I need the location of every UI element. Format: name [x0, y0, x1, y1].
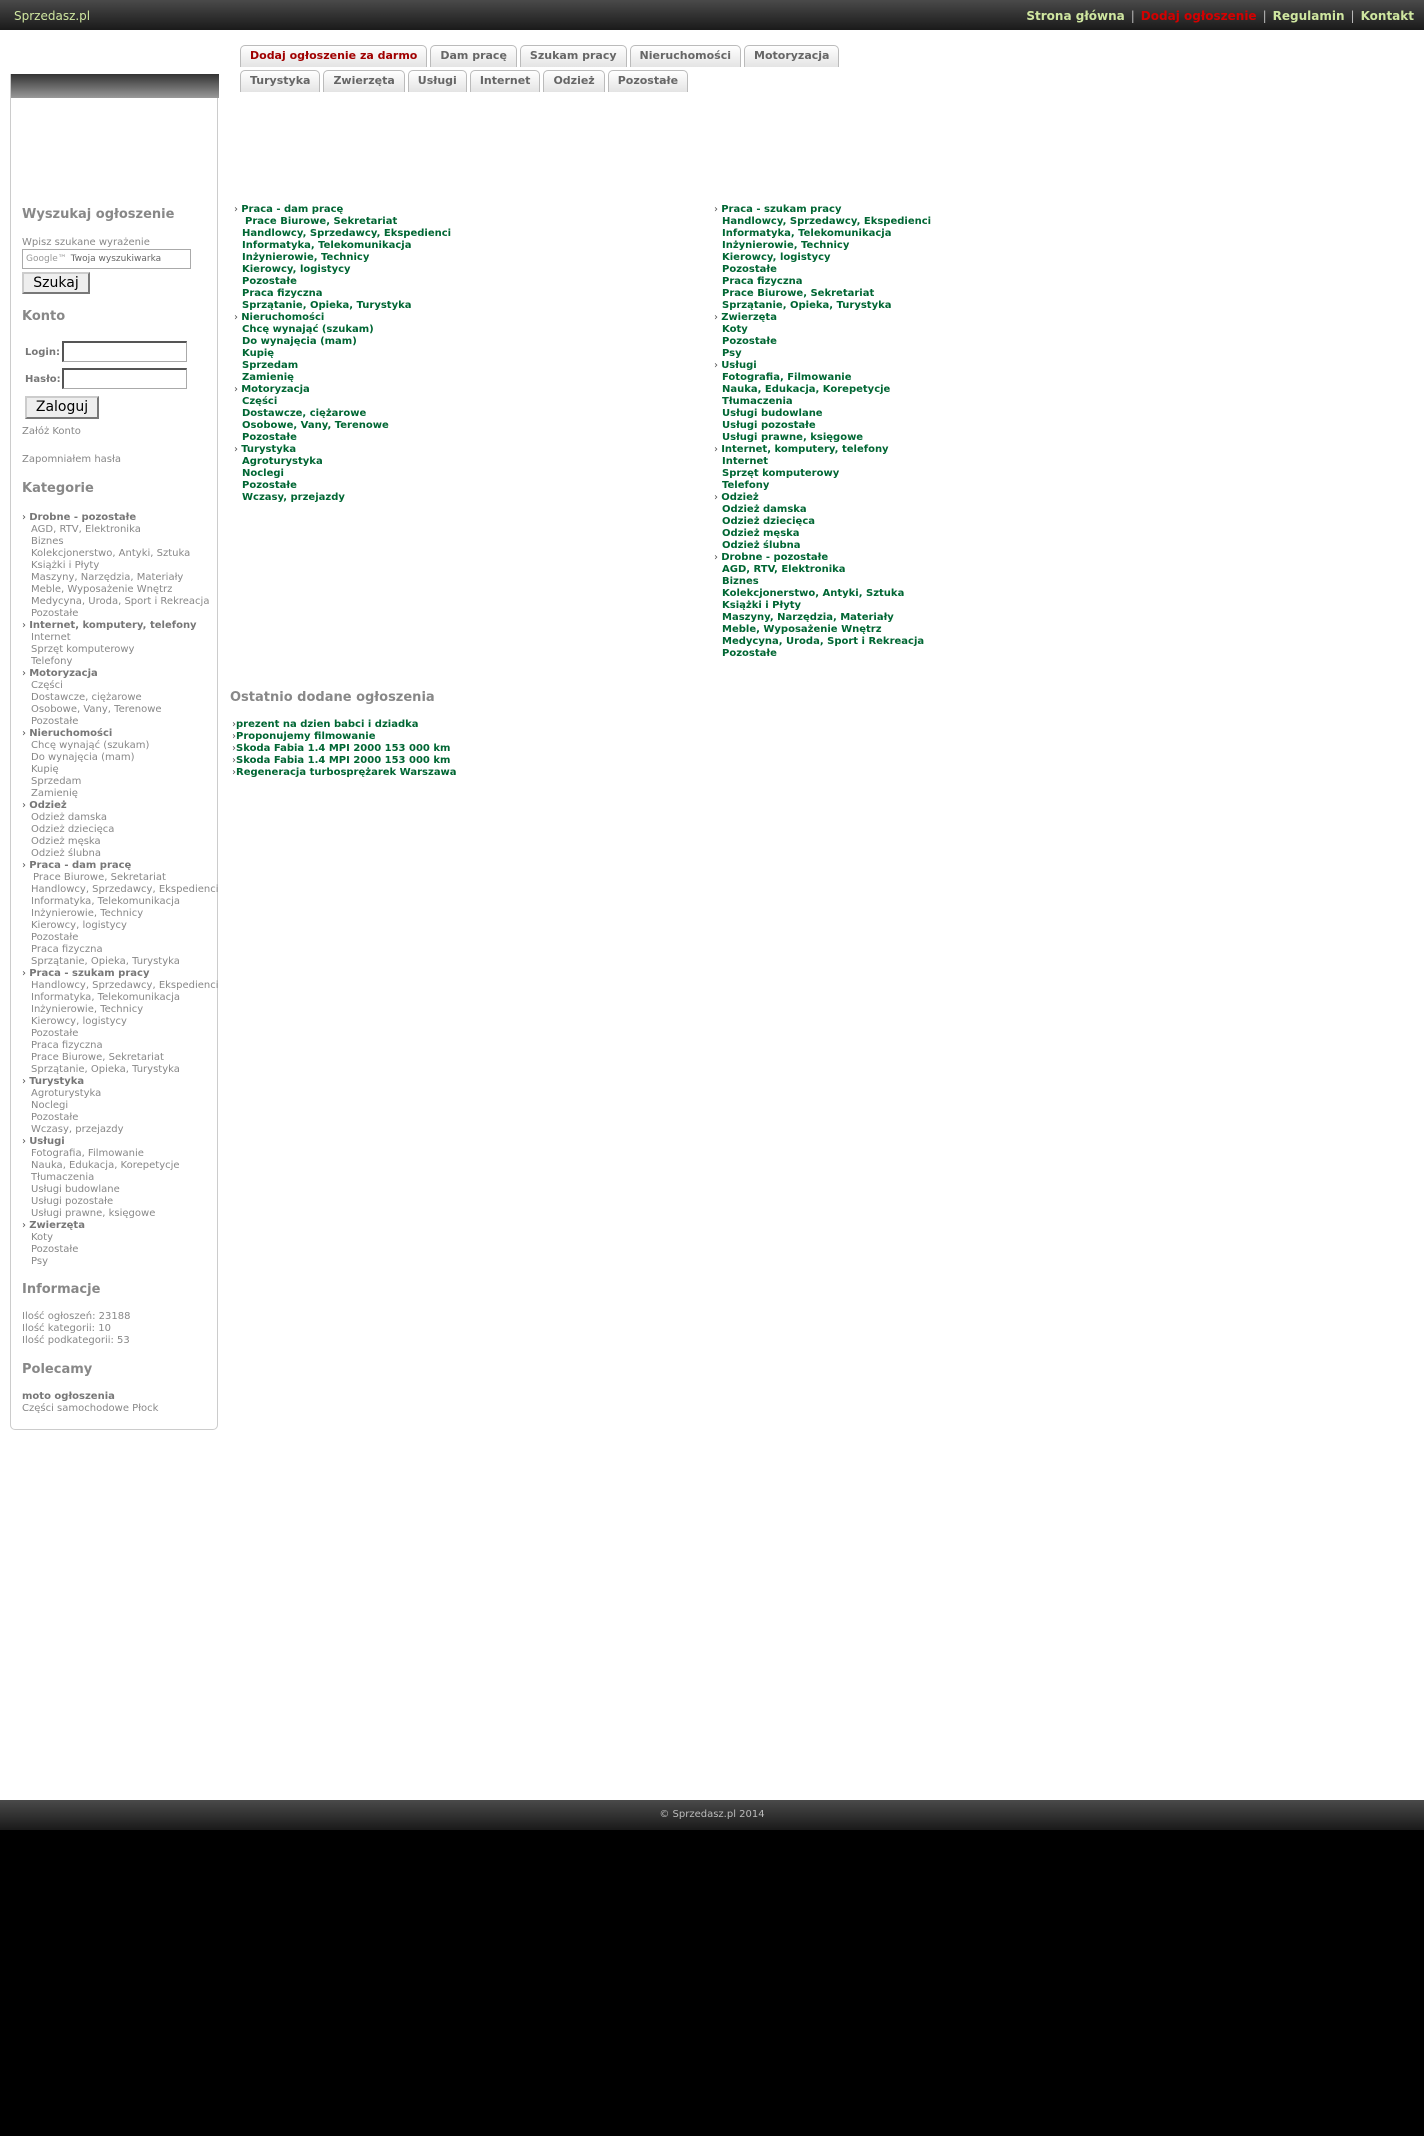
sidebar-header-bar: [11, 74, 219, 98]
sidebar-subcategory[interactable]: Odzież ślubna: [31, 848, 101, 859]
nav-separator: |: [1262, 9, 1267, 23]
arrow-icon: ›: [232, 743, 236, 754]
sidebar-subcategory[interactable]: Prace Biurowe, Sekretariat: [31, 1052, 164, 1063]
main-subcategory[interactable]: Prace Biurowe, Sekretariat: [722, 288, 875, 299]
main-category-label: Internet, komputery, telefony: [721, 444, 889, 455]
main-subcategory[interactable]: Książki i Płyty: [722, 600, 802, 611]
sidebar-subcategory[interactable]: Fotografia, Filmowanie: [31, 1148, 144, 1159]
top-nav-link[interactable]: Dodaj ogłoszenie: [1140, 9, 1257, 23]
sidebar-category-label: Drobne - pozostałe: [29, 512, 137, 523]
sidebar-subcategory[interactable]: Sprzedam: [31, 776, 82, 787]
main-subcategory[interactable]: Koty: [722, 324, 748, 335]
recent-ad[interactable]: [232, 719, 457, 731]
recent-ad-label: Skoda Fabia 1.4 MPI 2000 153 000 km: [236, 743, 451, 754]
main-category[interactable]: [234, 312, 451, 324]
google-logo: Google™: [26, 254, 67, 264]
main-subcategory[interactable]: Pozostałe: [722, 648, 777, 659]
main-subcategory[interactable]: Chcę wynająć (szukam): [242, 324, 374, 335]
sidebar-category-label: Motoryzacja: [29, 668, 98, 679]
info-title: Informacje: [22, 1282, 101, 1297]
recent-ads-title: Ostatnio dodane ogłoszenia: [230, 690, 435, 705]
sidebar-subcategory[interactable]: Sprzęt komputerowy: [31, 644, 135, 655]
arrow-icon: ›: [714, 444, 722, 455]
arrow-icon: ›: [232, 731, 236, 742]
info-categories-count: Ilość kategorii: 10: [22, 1323, 111, 1334]
arrow-icon: ›: [22, 512, 30, 523]
main-subcategory[interactable]: Kupię: [242, 348, 275, 359]
sidebar-category-label: Usługi: [29, 1136, 65, 1147]
arrow-icon: ›: [232, 767, 236, 778]
main-subcategory[interactable]: Usługi prawne, księgowe: [722, 432, 864, 443]
recent-ad[interactable]: [232, 755, 457, 767]
sidebar-subcategory[interactable]: AGD, RTV, Elektronika: [31, 524, 141, 535]
sidebar-subcategory[interactable]: Meble, Wyposażenie Wnętrz: [31, 584, 173, 595]
main-subcategory[interactable]: Agroturystyka: [242, 456, 323, 467]
recent-ad-label: prezent na dzien babci i dziadka: [236, 719, 419, 730]
sidebar-subcategory[interactable]: Nauka, Edukacja, Korepetycje: [31, 1160, 180, 1171]
main-category[interactable]: [234, 204, 451, 216]
sidebar-subcategory[interactable]: Książki i Płyty: [31, 560, 100, 571]
main-subcategory[interactable]: Biznes: [722, 576, 759, 587]
sidebar-subcategory[interactable]: Pozostałe: [31, 1244, 79, 1255]
arrow-icon: ›: [22, 968, 30, 979]
main-subcategory[interactable]: Kierowcy, logistycy: [722, 252, 831, 263]
arrow-icon: ›: [714, 312, 722, 323]
sidebar-subcategory[interactable]: Zamienię: [31, 788, 78, 799]
sidebar-subcategory[interactable]: Kupię: [31, 764, 59, 775]
sidebar-subcategory[interactable]: Informatyka, Telekomunikacja: [31, 992, 181, 1003]
recent-ad[interactable]: [232, 767, 457, 779]
sidebar-subcategory[interactable]: Telefony: [31, 656, 73, 667]
search-title: Wyszukaj ogłoszenie: [22, 207, 175, 222]
login-label: Login:: [25, 347, 60, 358]
search-input[interactable]: [22, 249, 191, 269]
arrow-icon: ›: [22, 860, 30, 871]
main-subcategory[interactable]: Wczasy, przejazdy: [242, 492, 345, 503]
sidebar-subcategory[interactable]: Pozostałe: [31, 608, 79, 619]
sidebar-subcategory[interactable]: Prace Biurowe, Sekretariat: [33, 872, 166, 883]
main-subcategory[interactable]: Psy: [722, 348, 742, 359]
main-subcategory[interactable]: Telefony: [722, 480, 770, 491]
sidebar-subcategory[interactable]: Sprzątanie, Opieka, Turystyka: [31, 1064, 180, 1075]
sidebar-category[interactable]: [22, 860, 219, 872]
top-nav: [1026, 9, 1414, 23]
sidebar-subcategory[interactable]: Usługi prawne, księgowe: [31, 1208, 156, 1219]
arrow-icon: ›: [22, 620, 30, 631]
search-placeholder: Twoja wyszukiwarka: [70, 254, 162, 264]
main-subcategory[interactable]: Sprzedam: [242, 360, 299, 371]
sidebar-subcategory[interactable]: Psy: [31, 1256, 48, 1267]
arrow-icon: ›: [22, 1220, 30, 1231]
nav-separator: |: [1130, 9, 1135, 23]
sidebar-subcategory[interactable]: Pozostałe: [31, 1028, 79, 1039]
main-subcategory[interactable]: Handlowcy, Sprzedawcy, Ekspedienci: [242, 228, 452, 239]
forgot-password-link[interactable]: Zapomniałem hasła: [22, 454, 121, 465]
main-subcategory[interactable]: Odzież ślubna: [722, 540, 801, 551]
sidebar-subcategory[interactable]: Noclegi: [31, 1100, 69, 1111]
main-subcategory[interactable]: Dostawcze, ciężarowe: [242, 408, 367, 419]
sidebar-category-label: Praca - szukam pracy: [29, 968, 150, 979]
main-subcategory[interactable]: Maszyny, Narzędzia, Materiały: [722, 612, 894, 623]
top-nav-link[interactable]: Kontakt: [1360, 9, 1414, 23]
sidebar-category[interactable]: [22, 668, 219, 680]
recent-ad-label: Regeneracja turbosprężarek Warszawa: [236, 767, 457, 778]
main-category[interactable]: [234, 384, 451, 396]
main-category[interactable]: [714, 312, 931, 324]
sidebar-subcategory[interactable]: Kierowcy, logistycy: [31, 1016, 127, 1027]
sidebar-subcategory[interactable]: Kierowcy, logistycy: [31, 920, 127, 931]
arrow-icon: ›: [234, 312, 242, 323]
main-subcategory[interactable]: Usługi budowlane: [722, 408, 823, 419]
recent-ad[interactable]: [232, 731, 457, 743]
sidebar-subcategory[interactable]: Do wynajęcia (mam): [31, 752, 135, 763]
main-subcategory[interactable]: Informatyka, Telekomunikacja: [242, 240, 412, 251]
password-label: Hasło:: [25, 374, 61, 385]
top-nav-link[interactable]: Regulamin: [1272, 9, 1345, 23]
tab-row2-0[interactable]: Turystyka: [240, 70, 320, 92]
tab-row2-2[interactable]: Usługi: [408, 70, 467, 92]
tab-2[interactable]: Szukam pracy: [520, 45, 627, 67]
main-subcategory[interactable]: Prace Biurowe, Sekretariat: [245, 216, 398, 227]
main-subcategory[interactable]: Odzież dziecięca: [722, 516, 815, 527]
sidebar-subcategory[interactable]: Odzież męska: [31, 836, 101, 847]
tab-row2-4[interactable]: Odzież: [543, 70, 604, 92]
main-subcategory[interactable]: Informatyka, Telekomunikacja: [722, 228, 892, 239]
main-subcategory[interactable]: Medycyna, Uroda, Sport i Rekreacja: [722, 636, 925, 647]
recommended-title: Polecamy: [22, 1362, 93, 1377]
main-subcategory[interactable]: Fotografia, Filmowanie: [722, 372, 852, 383]
sidebar-subcategory[interactable]: Handlowcy, Sprzedawcy, Ekspedienci: [31, 884, 219, 895]
main-subcategory[interactable]: Pozostałe: [242, 276, 297, 287]
main-category-column-right: [714, 204, 931, 660]
main-subcategory[interactable]: Inżynierowie, Technicy: [242, 252, 370, 263]
sidebar-category-label: Nieruchomości: [29, 728, 113, 739]
sidebar-subcategory[interactable]: Pozostałe: [31, 932, 79, 943]
footer: [0, 1800, 1424, 1830]
sidebar-subcategory[interactable]: Chcę wynająć (szukam): [31, 740, 150, 751]
arrow-icon: ›: [234, 444, 242, 455]
main-subcategory[interactable]: Handlowcy, Sprzedawcy, Ekspedienci: [722, 216, 932, 227]
main-category[interactable]: [714, 552, 931, 564]
main-category[interactable]: [714, 360, 931, 372]
sidebar-category[interactable]: [22, 620, 219, 632]
tab-row2-1[interactable]: Zwierzęta: [323, 70, 404, 92]
recent-ad-label: Proponujemy filmowanie: [236, 731, 376, 742]
main-subcategory[interactable]: Praca fizyczna: [722, 276, 803, 287]
sidebar-subcategory[interactable]: Wczasy, przejazdy: [31, 1124, 124, 1135]
main-subcategory[interactable]: Usługi pozostałe: [722, 420, 816, 431]
main-subcategory[interactable]: Części: [242, 396, 278, 407]
sidebar-subcategory[interactable]: Informatyka, Telekomunikacja: [31, 896, 181, 907]
recommended-link[interactable]: Części samochodowe Płock: [22, 1403, 159, 1414]
main-category-label: Praca - szukam pracy: [721, 204, 842, 215]
main-subcategory[interactable]: Pozostałe: [242, 480, 297, 491]
sidebar-subcategory[interactable]: Medycyna, Uroda, Sport i Rekreacja: [31, 596, 210, 607]
register-link[interactable]: Załóż Konto: [22, 426, 81, 437]
arrow-icon: ›: [714, 552, 722, 563]
main-subcategory[interactable]: Odzież męska: [722, 528, 800, 539]
main-subcategory[interactable]: Do wynajęcia (mam): [242, 336, 357, 347]
main-category-label: Usługi: [721, 360, 757, 371]
sidebar-category-label: Zwierzęta: [29, 1220, 85, 1231]
arrow-icon: ›: [714, 492, 722, 503]
main-category-column-left: [234, 204, 451, 504]
recent-ads-list: [232, 719, 457, 779]
search-hint: Wpisz szukane wyrażenie: [22, 237, 150, 248]
sidebar-category-label: Turystyka: [29, 1076, 85, 1087]
sidebar-subcategory[interactable]: Sprzątanie, Opieka, Turystyka: [31, 956, 180, 967]
sidebar-subcategory[interactable]: Dostawcze, ciężarowe: [31, 692, 142, 703]
sidebar-subcategory[interactable]: Internet: [31, 632, 71, 643]
main-subcategory[interactable]: Pozostałe: [722, 264, 777, 275]
arrow-icon: ›: [232, 755, 236, 766]
sidebar-category-list: [22, 512, 219, 1268]
sidebar-subcategory[interactable]: Inżynierowie, Technicy: [31, 908, 144, 919]
sidebar-subcategory[interactable]: Pozostałe: [31, 716, 79, 727]
categories-title: Kategorie: [22, 481, 94, 496]
main-subcategory[interactable]: AGD, RTV, Elektronika: [722, 564, 846, 575]
search-button[interactable]: Szukaj: [22, 272, 90, 294]
arrow-icon: ›: [234, 384, 242, 395]
sidebar-subcategory[interactable]: Inżynierowie, Technicy: [31, 1004, 144, 1015]
main-subcategory[interactable]: Sprzątanie, Opieka, Turystyka: [242, 300, 412, 311]
main-subcategory[interactable]: Odzież damska: [722, 504, 807, 515]
main-category-label: Odzież: [721, 492, 759, 503]
sidebar-subcategory[interactable]: Praca fizyczna: [31, 944, 103, 955]
sidebar-subcategory[interactable]: Kolekcjonerstwo, Antyki, Sztuka: [31, 548, 191, 559]
password-input[interactable]: [62, 368, 187, 389]
category-tabs-row2: [240, 70, 688, 92]
site-logo[interactable]: Sprzedasz.pl: [14, 9, 91, 23]
category-tabs-row1: [240, 45, 839, 67]
main-subcategory[interactable]: Kolekcjonerstwo, Antyki, Sztuka: [722, 588, 905, 599]
sidebar-category-label: Internet, komputery, telefony: [29, 620, 197, 631]
sidebar-subcategory[interactable]: Odzież dziecięca: [31, 824, 115, 835]
tab-4[interactable]: Motoryzacja: [744, 45, 839, 67]
info-subcategories-count: Ilość podkategorii: 53: [22, 1335, 130, 1346]
sidebar-category[interactable]: [22, 512, 219, 524]
arrow-icon: ›: [714, 204, 722, 215]
main-category-label: Zwierzęta: [721, 312, 777, 323]
arrow-icon: ›: [22, 1136, 30, 1147]
sidebar-subcategory[interactable]: Pozostałe: [31, 1112, 79, 1123]
sidebar-subcategory[interactable]: Części: [31, 680, 63, 691]
main-category-label: Turystyka: [241, 444, 297, 455]
main-subcategory[interactable]: Sprzęt komputerowy: [722, 468, 840, 479]
arrow-icon: ›: [22, 1076, 30, 1087]
recent-ad-label: Skoda Fabia 1.4 MPI 2000 153 000 km: [236, 755, 451, 766]
arrow-icon: ›: [232, 719, 236, 730]
main-subcategory[interactable]: Tłumaczenia: [722, 396, 793, 407]
main-category[interactable]: [714, 492, 931, 504]
main-subcategory[interactable]: Meble, Wyposażenie Wnętrz: [722, 624, 882, 635]
arrow-icon: ›: [22, 800, 30, 811]
tab-row2-5[interactable]: Pozostałe: [608, 70, 688, 92]
nav-separator: |: [1350, 9, 1355, 23]
sidebar-subcategory[interactable]: Praca fizyczna: [31, 1040, 103, 1051]
account-title: Konto: [22, 309, 66, 324]
sidebar-category[interactable]: [22, 1220, 219, 1232]
recent-ad[interactable]: [232, 743, 457, 755]
login-input[interactable]: [62, 341, 187, 362]
main-category[interactable]: [714, 444, 931, 456]
top-nav-link[interactable]: Strona główna: [1026, 9, 1125, 23]
sidebar-subcategory[interactable]: Biznes: [31, 536, 64, 547]
sidebar-subcategory[interactable]: Usługi pozostałe: [31, 1196, 114, 1207]
tab-3[interactable]: Nieruchomości: [630, 45, 741, 67]
top-bar: [0, 0, 1424, 30]
sidebar-subcategory[interactable]: Osobowe, Vany, Terenowe: [31, 704, 162, 715]
sidebar-category[interactable]: [22, 1076, 219, 1088]
sidebar-category[interactable]: [22, 800, 219, 812]
main-subcategory[interactable]: Osobowe, Vany, Terenowe: [242, 420, 389, 431]
main-category-label: Praca - dam pracę: [241, 204, 344, 215]
sidebar-subcategory[interactable]: Tłumaczenia: [31, 1172, 95, 1183]
main-category-label: Motoryzacja: [241, 384, 310, 395]
main-subcategory[interactable]: Kierowcy, logistycy: [242, 264, 351, 275]
sidebar-subcategory[interactable]: Handlowcy, Sprzedawcy, Ekspedienci: [31, 980, 219, 991]
main-subcategory[interactable]: Zamienię: [242, 372, 294, 383]
arrow-icon: ›: [22, 668, 30, 679]
arrow-icon: ›: [234, 204, 242, 215]
sidebar-category[interactable]: [22, 728, 219, 740]
main-subcategory[interactable]: Pozostałe: [242, 432, 297, 443]
sidebar-subcategory[interactable]: Koty: [31, 1232, 54, 1243]
main-category[interactable]: [234, 444, 451, 456]
main-category[interactable]: [714, 204, 931, 216]
sidebar-category[interactable]: [22, 1136, 219, 1148]
sidebar-subcategory[interactable]: Usługi budowlane: [31, 1184, 120, 1195]
main-category-label: Drobne - pozostałe: [721, 552, 829, 563]
sidebar-subcategory[interactable]: Maszyny, Narzędzia, Materiały: [31, 572, 184, 583]
arrow-icon: ›: [22, 728, 30, 739]
main-subcategory[interactable]: Internet: [722, 456, 769, 467]
recommended-heading[interactable]: moto ogłoszenia: [22, 1391, 115, 1402]
sidebar-subcategory[interactable]: Odzież damska: [31, 812, 107, 823]
main-subcategory[interactable]: Sprzątanie, Opieka, Turystyka: [722, 300, 892, 311]
sidebar: [10, 74, 218, 1430]
info-ads-count: Ilość ogłoszeń: 23188: [22, 1311, 131, 1322]
tab-1[interactable]: Dam pracę: [430, 45, 517, 67]
footer-copyright: © Sprzedasz.pl 2014: [659, 1809, 765, 1820]
sidebar-category-label: Praca - dam pracę: [29, 860, 132, 871]
sidebar-subcategory[interactable]: Agroturystyka: [31, 1088, 102, 1099]
login-button[interactable]: Zaloguj: [25, 396, 99, 419]
sidebar-category-label: Odzież: [29, 800, 67, 811]
sidebar-category[interactable]: [22, 968, 219, 980]
main-subcategory[interactable]: Noclegi: [242, 468, 284, 479]
arrow-icon: ›: [714, 360, 722, 371]
main-subcategory[interactable]: Inżynierowie, Technicy: [722, 240, 850, 251]
main-category-label: Nieruchomości: [241, 312, 325, 323]
tab-row2-3[interactable]: Internet: [470, 70, 541, 92]
tab-0[interactable]: Dodaj ogłoszenie za darmo: [240, 45, 427, 67]
main-subcategory[interactable]: Praca fizyczna: [242, 288, 323, 299]
main-subcategory[interactable]: Pozostałe: [722, 336, 777, 347]
main-subcategory[interactable]: Nauka, Edukacja, Korepetycje: [722, 384, 891, 395]
